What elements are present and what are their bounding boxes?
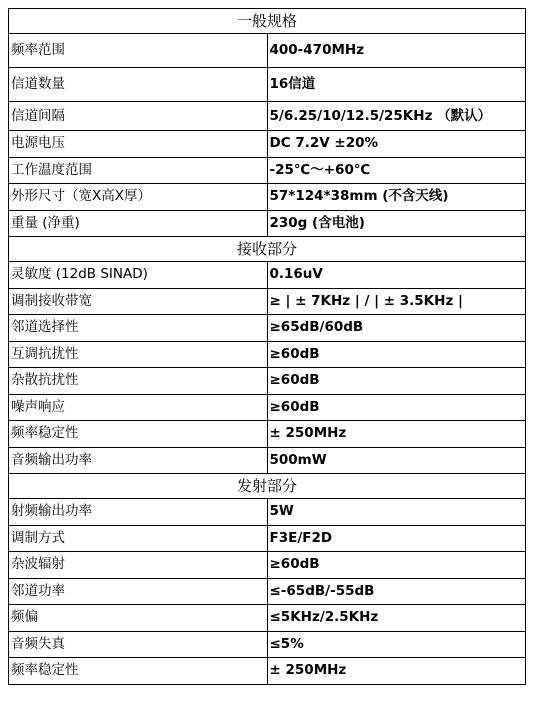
spec-label: 杂波辐射	[9, 552, 268, 579]
spec-value: -25℃～+60℃	[267, 157, 526, 184]
spec-value: 400-470MHz	[267, 34, 526, 68]
spec-label: 音频失真	[9, 631, 268, 658]
table-row	[9, 131, 526, 158]
table-row	[9, 68, 526, 102]
table-row	[9, 447, 526, 474]
spec-value: ≤-65dB/-55dB	[267, 578, 526, 605]
spec-value: 57*124*38mm (不含天线)	[267, 184, 526, 211]
table-row	[9, 368, 526, 395]
spec-label: 互调抗扰性	[9, 341, 268, 368]
spec-value: 16信道	[267, 68, 526, 102]
table-row	[9, 605, 526, 632]
table-row	[9, 499, 526, 526]
table-row	[9, 315, 526, 342]
section-header	[9, 474, 526, 499]
table-row	[9, 394, 526, 421]
spec-label: 频率稳定性	[9, 421, 268, 448]
table-row	[9, 288, 526, 315]
spec-label: 音频输出功率	[9, 447, 268, 474]
table-row	[9, 578, 526, 605]
spec-label: 外形尺寸（宽X高X厚）	[9, 184, 268, 211]
table-row	[9, 34, 526, 68]
spec-label: 重量 (净重)	[9, 210, 268, 237]
spec-value: ± 250MHz	[267, 421, 526, 448]
table-row	[9, 525, 526, 552]
spec-label: 频率范围	[9, 34, 268, 68]
spec-label: 邻道功率	[9, 578, 268, 605]
table-row	[9, 262, 526, 289]
table-row	[9, 658, 526, 685]
table-row	[9, 631, 526, 658]
section-header	[9, 9, 526, 34]
spec-value: ≤5KHz/2.5KHz	[267, 605, 526, 632]
table-row	[9, 552, 526, 579]
spec-value: ≤5%	[267, 631, 526, 658]
spec-value: 0.16uV	[267, 262, 526, 289]
spec-value: ± 250MHz	[267, 658, 526, 685]
table-row	[9, 157, 526, 184]
spec-label: 噪声响应	[9, 394, 268, 421]
spec-label: 灵敏度 (12dB SINAD)	[9, 262, 268, 289]
section-title-transmit: 发射部分	[9, 474, 526, 499]
spec-label: 频偏	[9, 605, 268, 632]
spec-value: 500mW	[267, 447, 526, 474]
spec-value: ≥60dB	[267, 394, 526, 421]
table-row	[9, 421, 526, 448]
table-row	[9, 102, 526, 131]
spec-label: 杂散抗扰性	[9, 368, 268, 395]
table-row	[9, 341, 526, 368]
spec-label: 调制方式	[9, 525, 268, 552]
spec-label: 电源电压	[9, 131, 268, 158]
spec-value: 230g (含电池)	[267, 210, 526, 237]
spec-value: 5W	[267, 499, 526, 526]
spec-label: 调制接收带宽	[9, 288, 268, 315]
spec-label: 信道间隔	[9, 102, 268, 131]
spec-label: 信道数量	[9, 68, 268, 102]
spec-value: ≥60dB	[267, 368, 526, 395]
spec-value: ≥65dB/60dB	[267, 315, 526, 342]
section-header	[9, 237, 526, 262]
spec-value: 5/6.25/10/12.5/25KHz （默认）	[267, 102, 526, 131]
section-title-receive: 接收部分	[9, 237, 526, 262]
spec-value: ≥ | ± 7KHz | / | ± 3.5KHz |	[267, 288, 526, 315]
spec-value: F3E/F2D	[267, 525, 526, 552]
spec-label: 频率稳定性	[9, 658, 268, 685]
spec-label: 射频输出功率	[9, 499, 268, 526]
table-row	[9, 184, 526, 211]
spec-value: ≥60dB	[267, 552, 526, 579]
spec-label: 工作温度范围	[9, 157, 268, 184]
spec-label: 邻道选择性	[9, 315, 268, 342]
spec-value: DC 7.2V ±20%	[267, 131, 526, 158]
section-title-general: 一般规格	[9, 9, 526, 34]
table-row	[9, 210, 526, 237]
spec-table	[8, 8, 526, 685]
spec-value: ≥60dB	[267, 341, 526, 368]
